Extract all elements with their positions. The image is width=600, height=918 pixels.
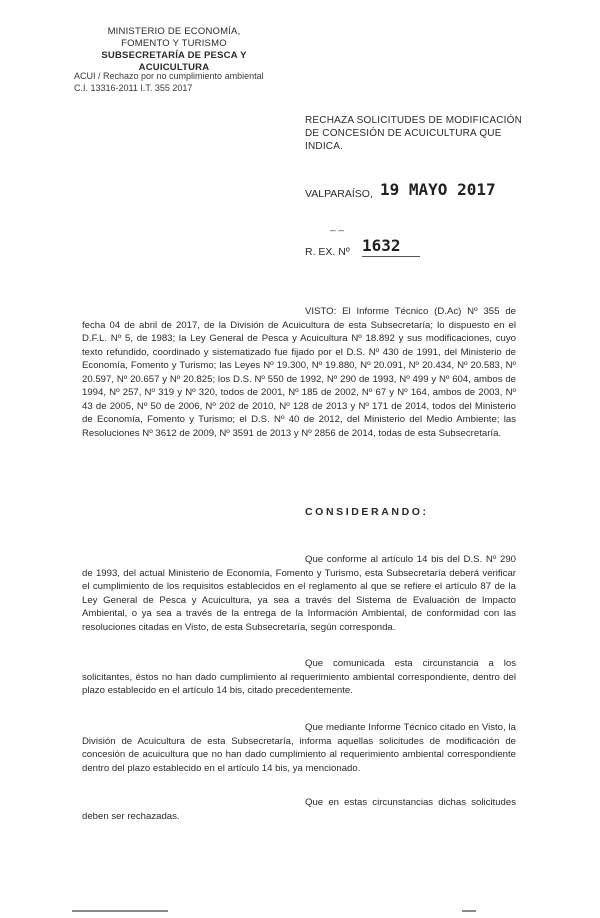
reference-block <box>74 70 274 94</box>
subsecretariat-name: SUBSECRETARÍA DE PESCA Y ACUICULTURA <box>101 50 247 73</box>
considerando-paragraph-1: Que conforme al artículo 14 bis del D.S. Nº 290 de 1993, del actual Ministerio de Economía, Fomento y Turismo, esta Subsecretaría deberá verificar el cumplimiento de los requisitos establecidos en el reglamento al que se refiere el artículo 87 de la Ley General de Pesca y Acuicultura, ya sea a través del Sistema de Evaluación de Impacto Ambiental, o ya sea a través de la entrega de la Información Ambiental, de conformidad con las resoluciones citadas en Visto, de esta Subsecretaría, según corresponda. <box>82 554 516 633</box>
place-label: VALPARAÍSO, <box>305 188 373 200</box>
considerando-paragraph-4: Que en estas circunstancias dichas solicitudes deben ser rechazadas. <box>82 797 516 822</box>
reference-line-1: ACUI / Rechazo por no cumplimiento ambiental <box>74 71 264 81</box>
considerando-paragraph-2: Que comunicada esta circunstancia a los solicitantes, éstos no han dado cumplimiento al requerimiento ambiental correspondiente, dentro del plazo establecido en el artículo 14 bis, citado precedentemente. <box>82 658 516 696</box>
footer-rule-right <box>462 910 476 912</box>
dash-mark: _ _ <box>330 221 344 232</box>
resolution-number-label: R. EX. Nº <box>305 246 350 258</box>
ministry-name: MINISTERIO DE ECONOMÍA, <box>107 26 241 37</box>
visto-paragraph: VISTO: El Informe Técnico (D.Ac) Nº 355 de fecha 04 de abril de 2017, de la División de Acuicultura de esta Subsecretaría; lo dispuesto en el D.F.L. Nº 5, de 1983; la Ley General de Pesca y Acuicultura Nº 18.892 y sus modificaciones, cuyo texto refundido, coordinado y sistematizado fue fijado por el D.S. Nº 430 de 1991, del Ministerio de Economía, Fomento y Turismo; las Leyes Nº 19.300, Nº 19.880, Nº 20.091, Nº 20.434, Nº 20.583, Nº 20.597, Nº 20.657 y Nº 20.825; los D.S. Nº 550 de 1992, Nº 290 de 1993, Nº 499 y Nº 604, ambos de 1994, Nº 257, Nº 319 y Nº 320, todos de 2001, Nº 185 de 2002, Nº 67 y Nº 164, ambos de 2003, Nº 43 de 2005, Nº 50 de 2006, Nº 202 de 2010, Nº 128 de 2013 y Nº 171 de 2014, todos del Ministerio de Economía, Fomento y Turismo; el D.S. Nº 40 de 2012, del Ministerio del Medio Ambiente; las Resoluciones Nº 3612 de 2009, Nº 3591 de 2013 y Nº 2856 de 2014, todas de esta Subsecretaría. <box>82 306 516 439</box>
reference-line-2: C.I. 13316-2011 I.T. 355 2017 <box>74 83 193 93</box>
footer-rule-left <box>72 910 168 912</box>
letterhead <box>74 26 274 74</box>
resolution-number-stamp: 1632 <box>362 236 401 255</box>
resolution-subject: RECHAZA SOLICITUDES DE MODIFICACIÓN DE CONCESIÓN DE ACUICULTURA QUE INDICA. <box>305 115 523 152</box>
considerando-heading: CONSIDERANDO: <box>305 506 429 518</box>
ministry-name-line2: FOMENTO Y TURISMO <box>121 38 227 49</box>
date-stamp: 19 MAYO 2017 <box>380 180 496 199</box>
resolution-number-underline <box>362 256 420 257</box>
considerando-paragraph-3: Que mediante Informe Técnico citado en Visto, la División de Acuicultura de esta Subsecretaría, informa aquellas solicitudes de modificación de concesión de acuicultura que no han dado cumplimiento al requerimiento ambiental correspondiente dentro del plazo establecido en el artículo 14 bis, ya mencionado. <box>82 722 516 774</box>
